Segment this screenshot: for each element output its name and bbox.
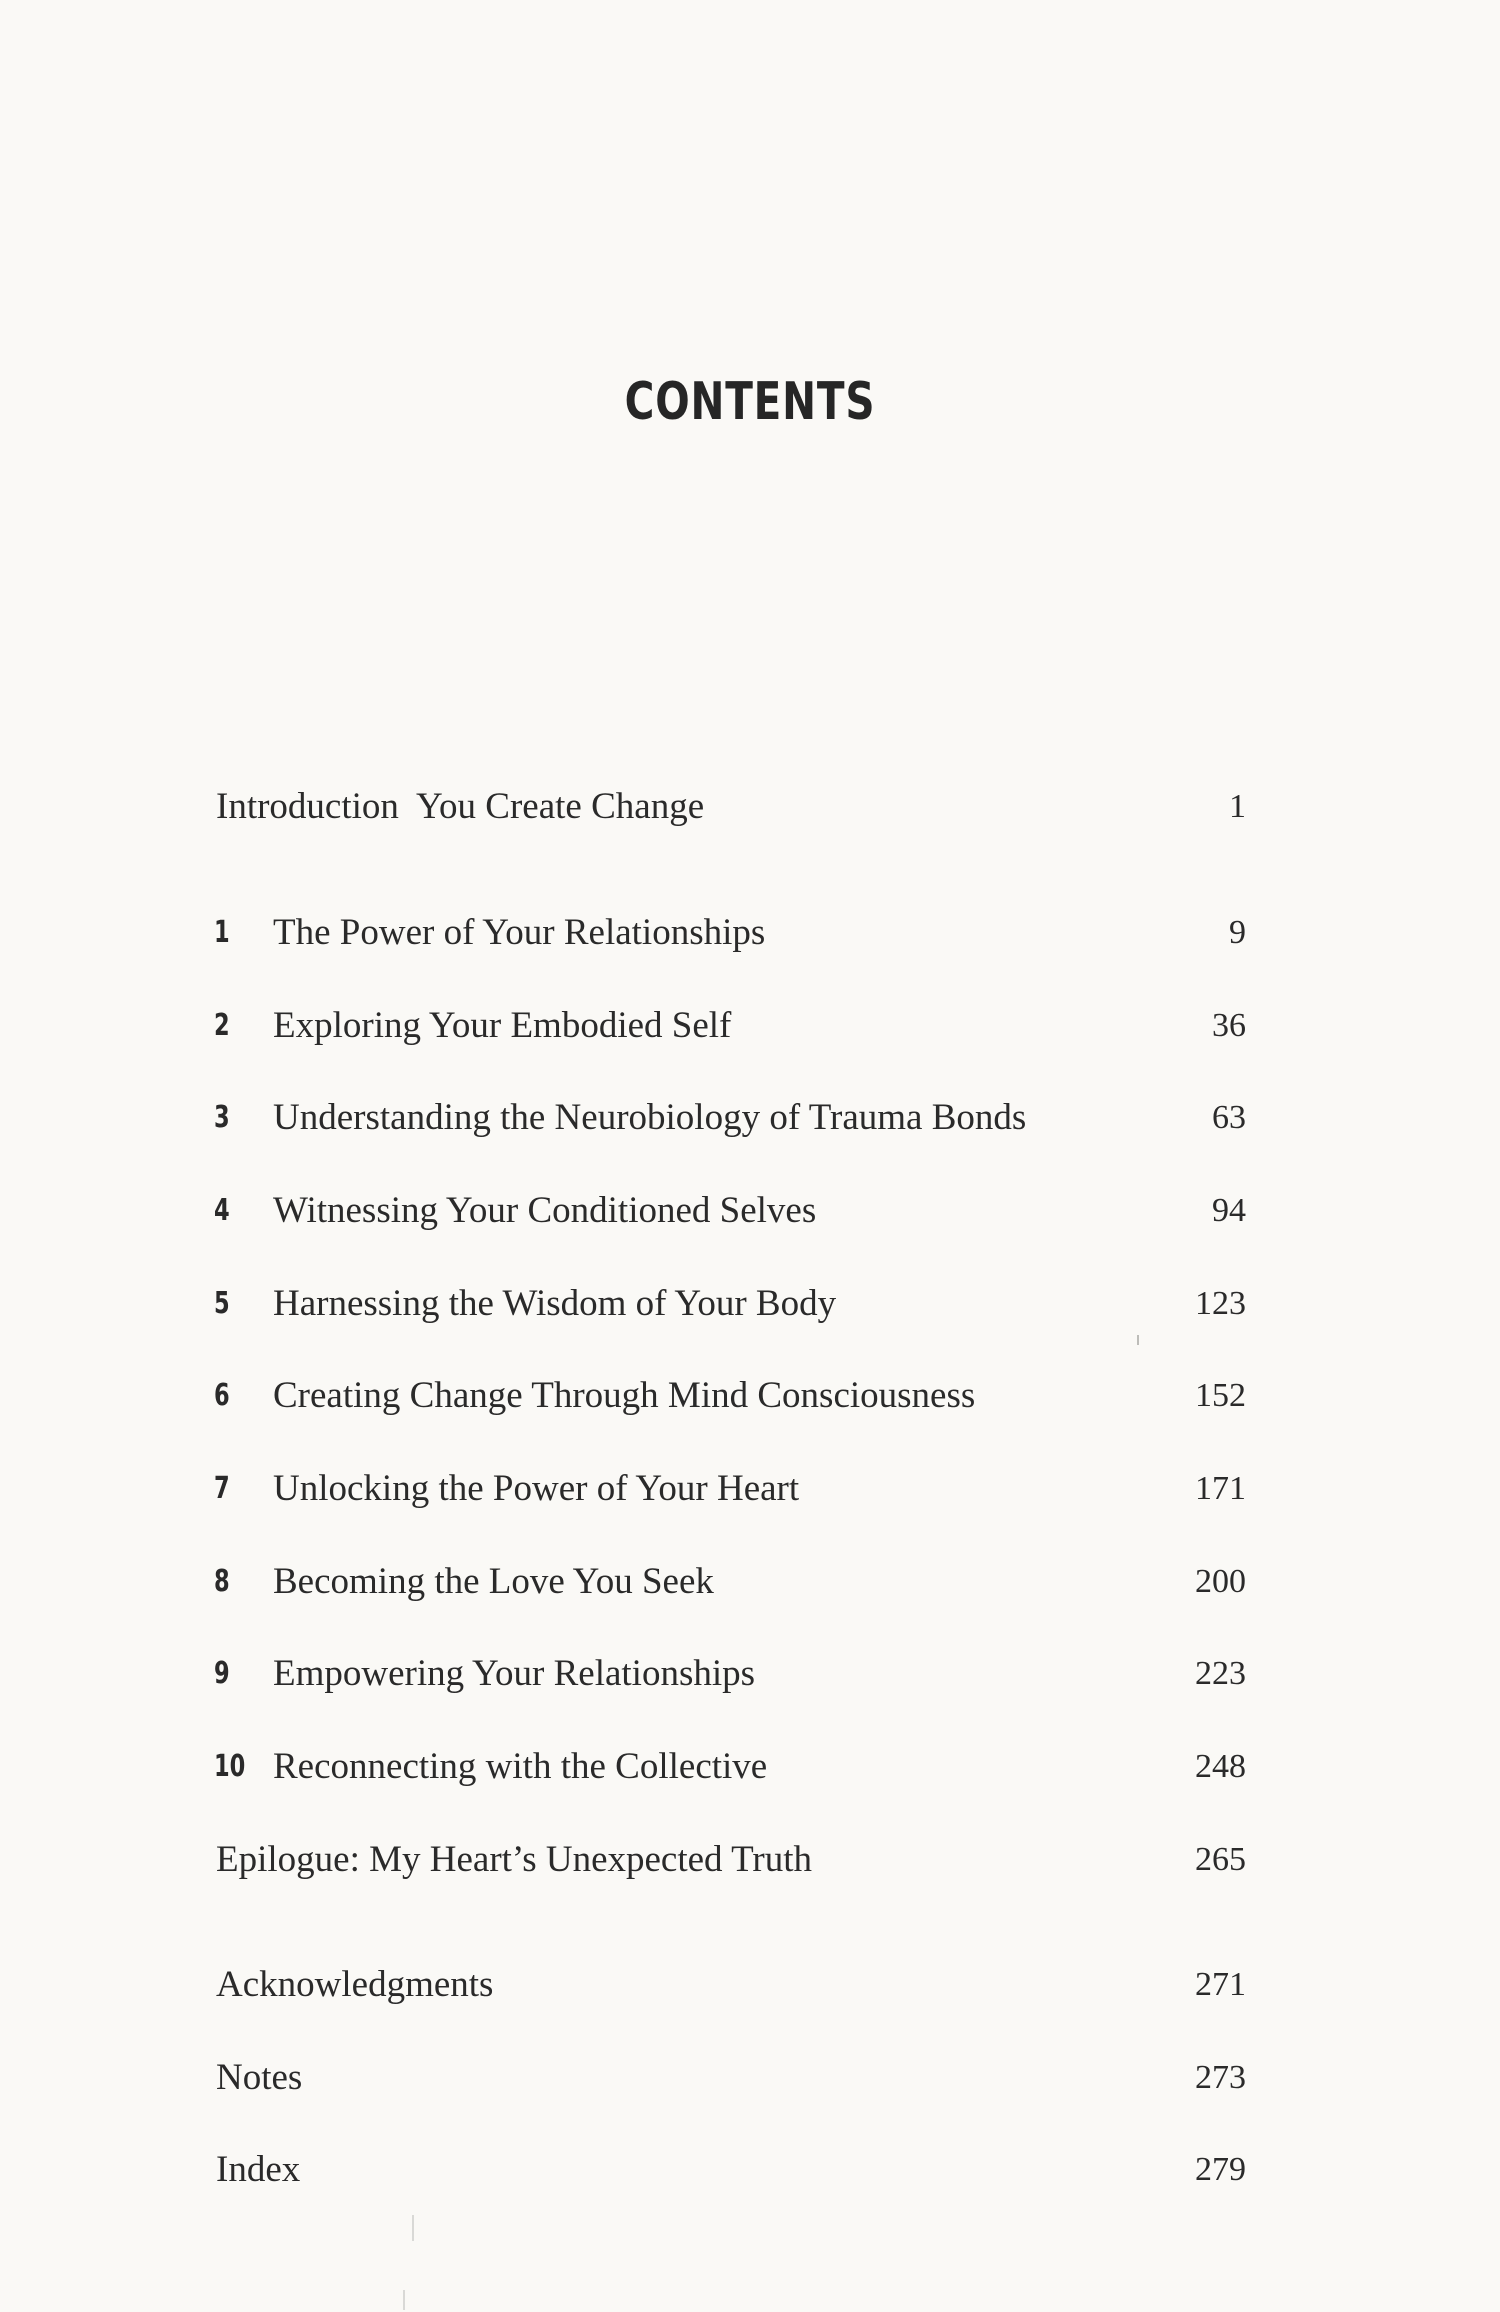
toc-entry-index xyxy=(0,2135,1500,2205)
chapter-title: Reconnecting with the Collective xyxy=(273,1746,768,1787)
toc-entry-page: 279 xyxy=(1195,2151,1246,2188)
toc-entry-label: Acknowledgments xyxy=(216,1964,494,2005)
chapter-page: 9 xyxy=(1229,914,1246,951)
toc-entry-notes xyxy=(0,2043,1500,2113)
scan-mark xyxy=(412,2215,414,2241)
chapter-page: 171 xyxy=(1195,1470,1246,1507)
toc-entry-acknowledgments xyxy=(0,1950,1500,2020)
chapter-number: 3 xyxy=(214,1100,230,1135)
toc-chapter-7 xyxy=(0,1454,1500,1524)
toc-chapter-4 xyxy=(0,1176,1500,1246)
toc-chapter-8 xyxy=(0,1547,1500,1617)
chapter-title: Empowering Your Relationships xyxy=(273,1653,756,1694)
toc-chapter-1 xyxy=(0,898,1500,968)
chapter-number: 10 xyxy=(214,1749,246,1784)
toc-chapter-10 xyxy=(0,1732,1500,1802)
scan-mark xyxy=(1137,1335,1139,1345)
toc-entry-page: 273 xyxy=(1195,2059,1246,2096)
toc-chapter-6 xyxy=(0,1361,1500,1431)
chapter-number: 5 xyxy=(214,1286,230,1321)
chapter-page: 152 xyxy=(1195,1377,1246,1414)
chapter-number: 1 xyxy=(214,915,230,950)
chapter-number: 7 xyxy=(214,1471,230,1506)
toc-entry-introduction xyxy=(0,772,1500,842)
toc-chapter-2 xyxy=(0,991,1500,1061)
chapter-page: 248 xyxy=(1195,1748,1246,1785)
chapter-number: 6 xyxy=(214,1378,230,1413)
toc-entry-page: 1 xyxy=(1229,788,1246,825)
chapter-number: 8 xyxy=(214,1564,230,1599)
toc-entry-label: Epilogue: My Heart’s Unexpected Truth xyxy=(216,1839,813,1880)
chapter-title: Unlocking the Power of Your Heart xyxy=(273,1468,800,1509)
toc-chapter-3 xyxy=(0,1083,1500,1153)
chapter-title: Creating Change Through Mind Consciousness xyxy=(273,1375,976,1416)
toc-entry-label: Index xyxy=(216,2149,301,2190)
contents-title: CONTENTS xyxy=(624,372,876,432)
chapter-number: 4 xyxy=(214,1193,230,1228)
chapter-page: 223 xyxy=(1195,1655,1246,1692)
toc-entry-page: 265 xyxy=(1195,1841,1246,1878)
chapter-page: 200 xyxy=(1195,1563,1246,1600)
chapter-number: 2 xyxy=(214,1008,230,1043)
chapter-title: Harnessing the Wisdom of Your Body xyxy=(273,1283,837,1324)
toc-chapter-9 xyxy=(0,1639,1500,1709)
toc-entry-epilogue xyxy=(0,1825,1500,1895)
toc-entry-label: Notes xyxy=(216,2057,303,2098)
chapter-title: Witnessing Your Conditioned Selves xyxy=(273,1190,817,1231)
toc-entry-label: Introduction You Create Change xyxy=(216,786,705,827)
chapter-page: 123 xyxy=(1195,1285,1246,1322)
chapter-page: 94 xyxy=(1212,1192,1246,1229)
toc-entry-page: 271 xyxy=(1195,1966,1246,2003)
chapter-title: Understanding the Neurobiology of Trauma Bonds xyxy=(273,1097,1027,1138)
scan-mark xyxy=(403,2290,405,2310)
chapter-title: Becoming the Love You Seek xyxy=(273,1561,714,1602)
toc-chapter-5 xyxy=(0,1269,1500,1339)
chapter-number: 9 xyxy=(214,1656,230,1691)
chapter-page: 63 xyxy=(1212,1099,1246,1136)
chapter-title: Exploring Your Embodied Self xyxy=(273,1005,732,1046)
chapter-title: The Power of Your Relationships xyxy=(273,912,766,953)
chapter-page: 36 xyxy=(1212,1007,1246,1044)
